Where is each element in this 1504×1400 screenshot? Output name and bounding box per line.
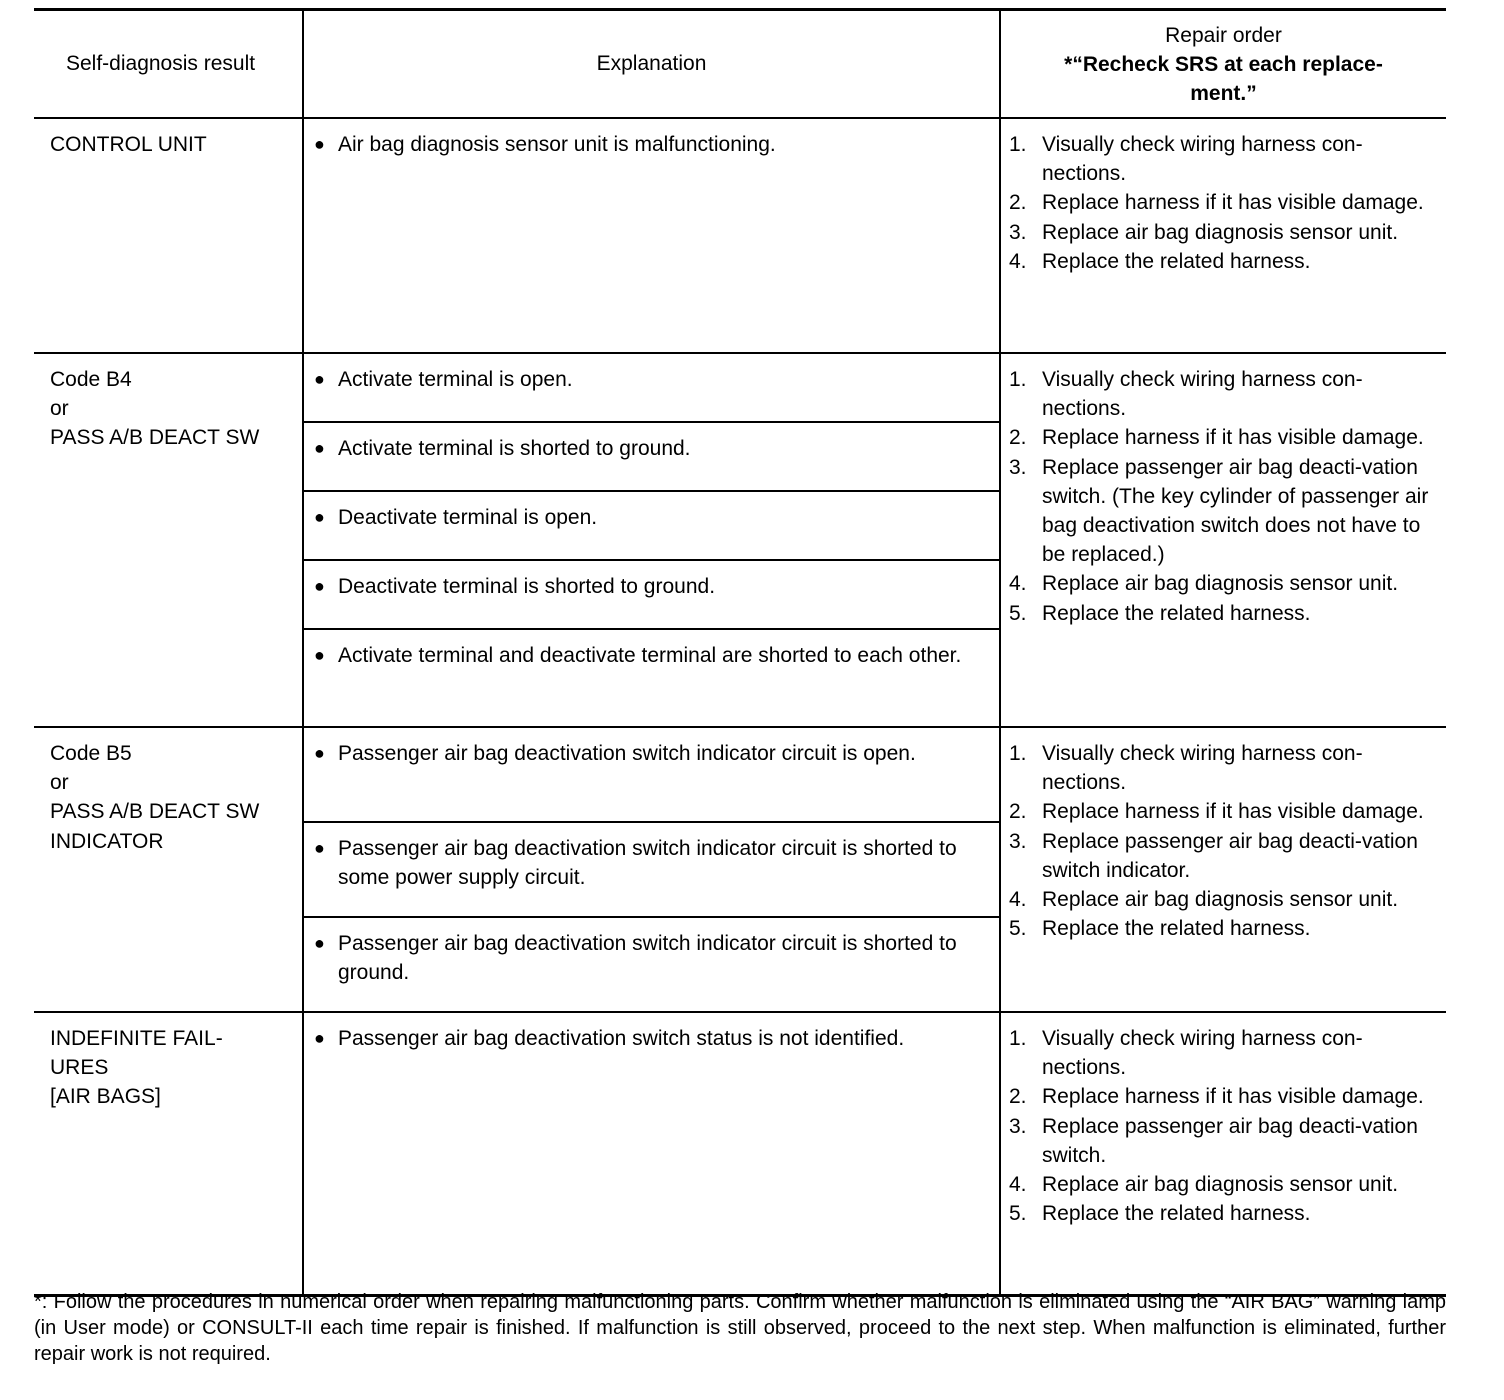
repair-step-text: Visually check wiring harness con-nections. [1042, 742, 1363, 795]
explanation-text: Deactivate terminal is shorted to ground. [338, 575, 716, 598]
bullet-icon: ● [314, 645, 325, 665]
repair-step: 5. Replace the related harness. [1009, 1199, 1436, 1228]
repair-step: 1. Visually check wiring harness con-nections. [1009, 739, 1436, 797]
repair-step-text: Replace passenger air bag deacti-vation switch indicator. [1042, 829, 1418, 882]
explanation-item [314, 503, 987, 532]
repair-step-text: Replace the related harness. [1042, 601, 1311, 625]
explanation-cell [303, 353, 1000, 422]
repair-step-text: Replace air bag diagnosis sensor unit. [1042, 888, 1399, 912]
repair-step-text: Replace the related harness. [1042, 1202, 1311, 1226]
result-line: or [50, 771, 69, 795]
bullet-icon: ● [314, 1028, 325, 1048]
repair-step: 1. Visually check wiring harness con-nections. [1009, 130, 1436, 188]
header-self-diagnosis-result: Self-diagnosis result [34, 10, 303, 119]
result-line: PASS A/B DEACT SW [50, 800, 260, 824]
explanation-text: Deactivate terminal is open. [338, 506, 598, 529]
repair-step: 2. Replace harness if it has visible damage. [1009, 797, 1436, 826]
explanation-item [314, 1024, 987, 1053]
repair-step: 4. Replace air bag diagnosis sensor unit. [1009, 1170, 1436, 1199]
explanation-item [314, 130, 987, 159]
document-page [34, 8, 1446, 1297]
bullet-icon: ● [314, 838, 325, 858]
result-line: PASS A/B DEACT SW [50, 426, 260, 450]
bullet-icon: ● [314, 438, 325, 458]
explanation-cell [303, 1012, 1000, 1296]
repair-step-text: Replace the related harness. [1042, 249, 1311, 273]
explanation-item [314, 572, 987, 601]
repair-step: 5. Replace the related harness. [1009, 914, 1436, 943]
repair-step: 3. Replace passenger air bag deacti-vation switch. (The key cylinder of passenger air bag deactivation switch does not have to be replaced.) [1009, 453, 1436, 570]
explanation-item [314, 641, 987, 670]
header-explanation: Explanation [303, 10, 1000, 119]
result-line: CONTROL UNIT [50, 133, 207, 156]
repair-step-text: Replace harness if it has visible damage. [1042, 1085, 1424, 1109]
bullet-icon: ● [314, 134, 325, 154]
result-line: INDICATOR [50, 829, 164, 853]
repair-step: 4. Replace air bag diagnosis sensor unit. [1009, 885, 1436, 914]
repair-step-text: Replace harness if it has visible damage. [1042, 191, 1424, 215]
header-repair-title: Repair order [1165, 23, 1282, 47]
result-line: INDEFINITE FAIL- [50, 1027, 223, 1050]
explanation-cell [303, 491, 1000, 560]
result-line: URES [50, 1056, 109, 1080]
result-line: Code B5 [50, 742, 132, 765]
repair-cell [1000, 118, 1446, 353]
repair-step-text: Replace harness if it has visible damage. [1042, 800, 1424, 824]
self-diagnosis-table [34, 8, 1446, 1297]
repair-step-text: Replace harness if it has visible damage. [1042, 426, 1424, 450]
repair-step: 3. Replace air bag diagnosis sensor unit. [1009, 218, 1436, 247]
bullet-icon: ● [314, 933, 325, 953]
explanation-text: Activate terminal and deactivate terminal are shorted to each other. [338, 644, 962, 667]
result-line: or [50, 397, 69, 421]
repair-step-text: Replace air bag diagnosis sensor unit. [1042, 1173, 1399, 1197]
repair-cell [1000, 353, 1446, 727]
repair-step-text: Replace the related harness. [1042, 917, 1311, 941]
explanation-cell [303, 118, 1000, 353]
result-line: [AIR BAGS] [50, 1085, 161, 1109]
repair-step-text: Visually check wiring harness con-nections. [1042, 368, 1363, 421]
explanation-cell [303, 422, 1000, 491]
explanation-cell [303, 560, 1000, 629]
repair-cell [1000, 727, 1446, 1012]
header-repair-note: *“Recheck SRS at each replace-ment.” [1064, 52, 1383, 105]
result-cell [34, 727, 303, 1012]
explanation-item [314, 739, 987, 768]
repair-step: 2. Replace harness if it has visible damage. [1009, 423, 1436, 452]
repair-step: 3. Replace passenger air bag deacti-vation switch. [1009, 1112, 1436, 1170]
result-cell [34, 118, 303, 353]
explanation-cell [303, 629, 1000, 727]
repair-step: 1. Visually check wiring harness con-nections. [1009, 365, 1436, 423]
table-row [34, 727, 1446, 822]
repair-cell [1000, 1012, 1446, 1296]
repair-step: 5. Replace the related harness. [1009, 599, 1436, 628]
repair-step-text: Visually check wiring harness con-nections. [1042, 133, 1363, 186]
repair-step-text: Replace passenger air bag deacti-vation switch. (The key cylinder of passenger air bag deactivation switch does not have to be replaced.) [1042, 455, 1429, 567]
repair-step-text: Replace air bag diagnosis sensor unit. [1042, 572, 1399, 596]
explanation-text: Passenger air bag deactivation switch status is not identified. [338, 1027, 905, 1050]
result-cell [34, 353, 303, 727]
explanation-cell [303, 917, 1000, 1012]
explanation-item [314, 929, 987, 987]
header-repair-order [1000, 10, 1446, 119]
bullet-icon: ● [314, 743, 325, 763]
bullet-icon: ● [314, 507, 325, 527]
explanation-text: Activate terminal is open. [338, 368, 573, 391]
repair-step-text: Replace air bag diagnosis sensor unit. [1042, 220, 1399, 244]
bullet-icon: ● [314, 369, 325, 389]
explanation-item [314, 365, 987, 394]
table-row [34, 118, 1446, 353]
explanation-cell [303, 822, 1000, 917]
explanation-text: Passenger air bag deactivation switch indicator circuit is shorted to some power supply circuit. [338, 837, 957, 890]
table-row [34, 353, 1446, 422]
repair-step: 4. Replace the related harness. [1009, 247, 1436, 276]
table-row [34, 1012, 1446, 1296]
footnote: *: Follow the procedures in numerical order when repairing malfunctioning parts. Confirm whether malfunction is eliminated using the “AIR BAG” warning lamp (in User mode) or CONSULT-II each time repair is finished. If malfunction is still observed, proceed to the next step. When malfunction is eliminated, further repair work is not required. [34, 1291, 1446, 1365]
repair-step: 2. Replace harness if it has visible damage. [1009, 1082, 1436, 1111]
result-cell [34, 1012, 303, 1296]
explanation-text: Activate terminal is shorted to ground. [338, 437, 691, 460]
explanation-text: Air bag diagnosis sensor unit is malfunctioning. [338, 133, 776, 156]
repair-step-text: Visually check wiring harness con-nections. [1042, 1027, 1363, 1080]
table-header-row [34, 10, 1446, 119]
repair-step: 2. Replace harness if it has visible damage. [1009, 188, 1436, 217]
result-line: Code B4 [50, 368, 132, 391]
explanation-item [314, 834, 987, 892]
bullet-icon: ● [314, 576, 325, 596]
repair-step: 4. Replace air bag diagnosis sensor unit. [1009, 569, 1436, 598]
repair-step: 1. Visually check wiring harness con-nections. [1009, 1024, 1436, 1082]
repair-step: 3. Replace passenger air bag deacti-vation switch indicator. [1009, 827, 1436, 885]
explanation-text: Passenger air bag deactivation switch indicator circuit is open. [338, 742, 916, 765]
explanation-item [314, 434, 987, 463]
explanation-text: Passenger air bag deactivation switch indicator circuit is shorted to ground. [338, 932, 957, 985]
repair-step-text: Replace passenger air bag deacti-vation switch. [1042, 1114, 1418, 1167]
explanation-cell [303, 727, 1000, 822]
